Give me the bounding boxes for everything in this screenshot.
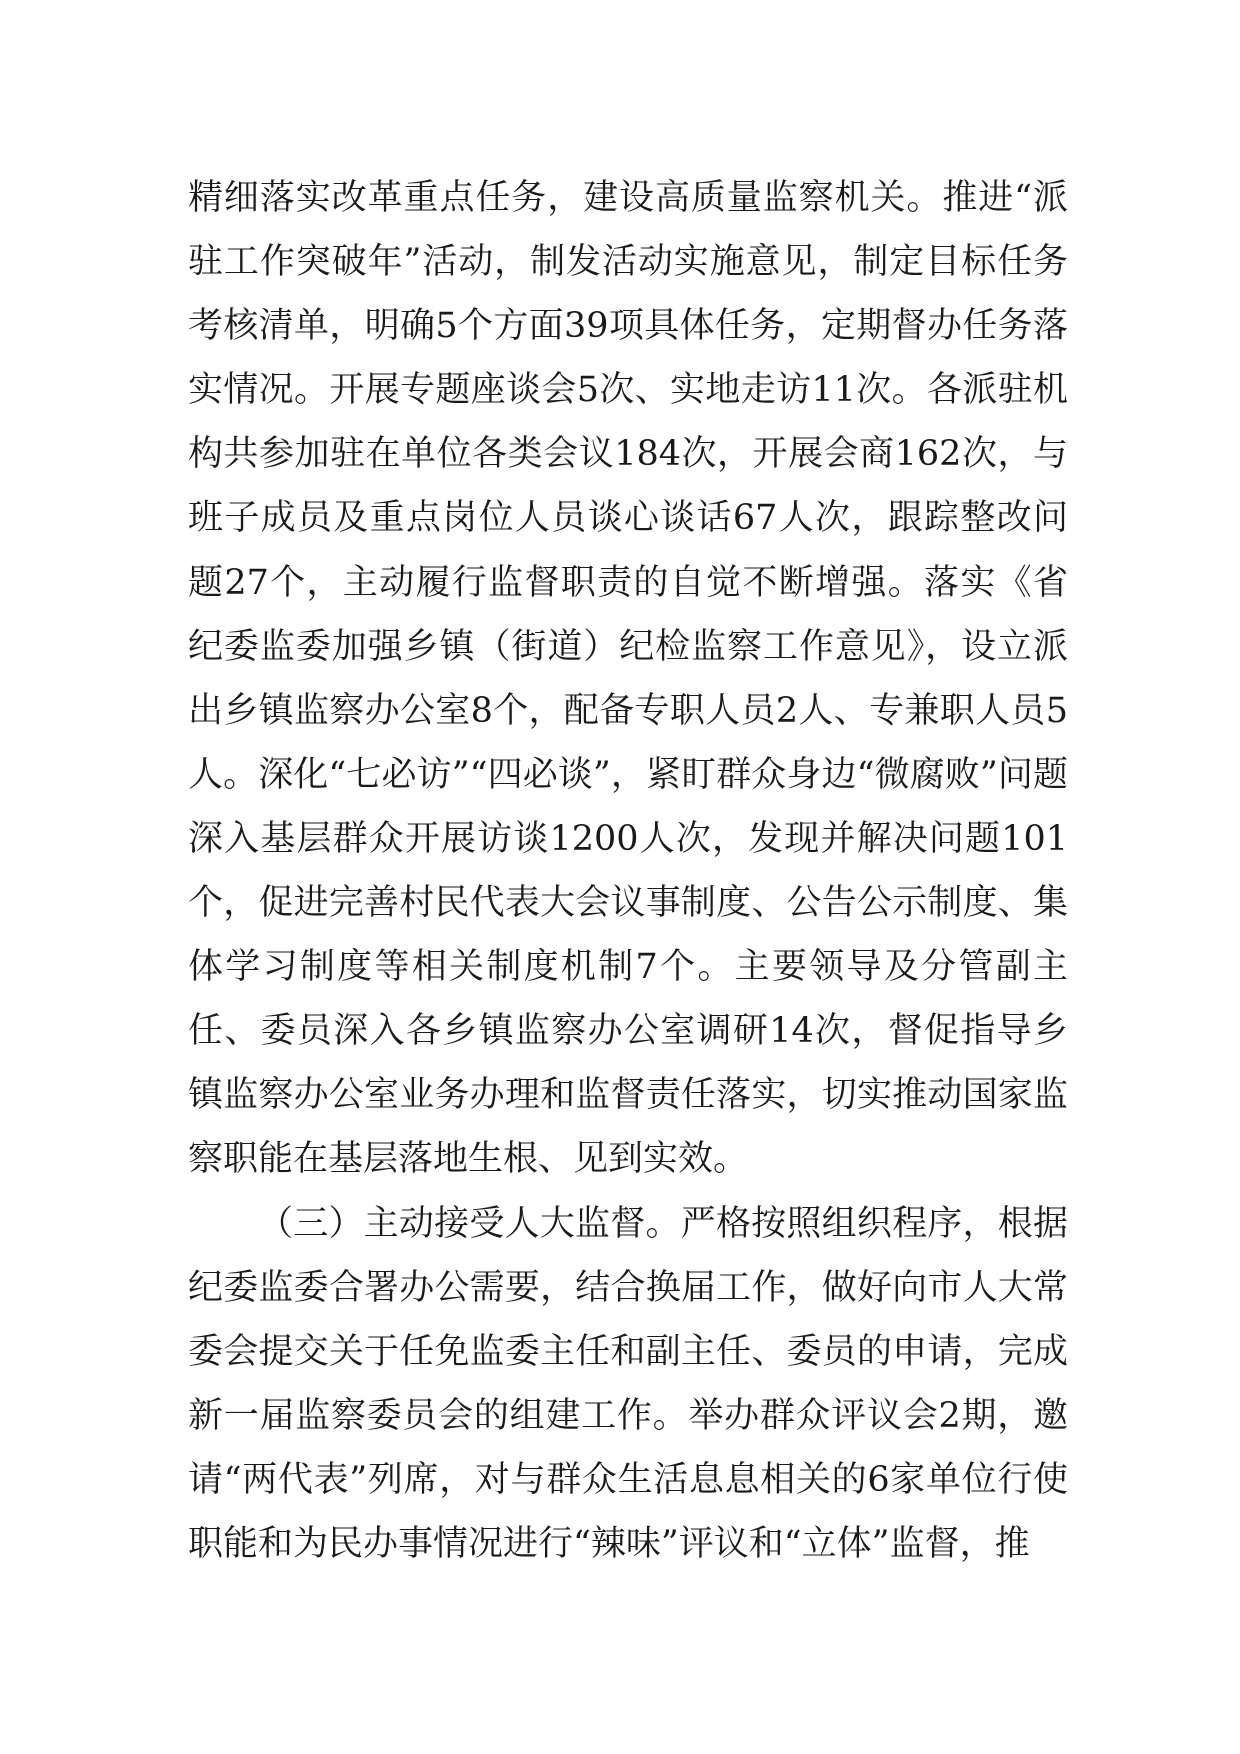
paragraph-section-three: （三）主动接受人大监督。严格按照组织程序，根据纪委监委合署办公需要，结合换届工作，做好向市人大常委会提交关于任免监委主任和副主任、委员的申请，完成新一届监察委员会的组建工作。举办群众评议会2期，邀请“两代表”列席，对与群众生活息息相关的6家单位行使职能和为民办事情况进行“辣味”评议和“立体”监督，推: [188, 1203, 1068, 1564]
body-text: [188, 166, 1068, 1576]
paragraph-continuation: 精细落实改革重点任务，建设高质量监察机关。推进“派驻工作突破年”活动，制发活动实施意见，制定目标任务考核清单，明确5个方面39项具体任务，定期督办任务落实情况。开展专题座谈会5次、实地走访11次。各派驻机构共参加驻在单位各类会议184次，开展会商162次，与班子成员及重点岗位人员谈心谈话67人次，跟踪整改问题27个，主动履行监督职责的自觉不断增强。落实《省纪委监委加强乡镇（街道）纪检监察工作意见》，设立派出乡镇监察办公室8个，配备专职人员2人、专兼职人员5人。深化“七必访”“四必谈”，紧盯群众身边“微腐败”问题深入基层群众开展访谈1200人次，发现并解决问题101个，促进完善村民代表大会议事制度、公告公示制度、集体学习制度等相关制度机制7个。主要领导及分管副主任、委员深入各乡镇监察办公室调研14次，督促指导乡镇监察办公室业务办理和监督责任落实，切实推动国家监察职能在基层落地生根、见到实效。: [188, 178, 1068, 1180]
